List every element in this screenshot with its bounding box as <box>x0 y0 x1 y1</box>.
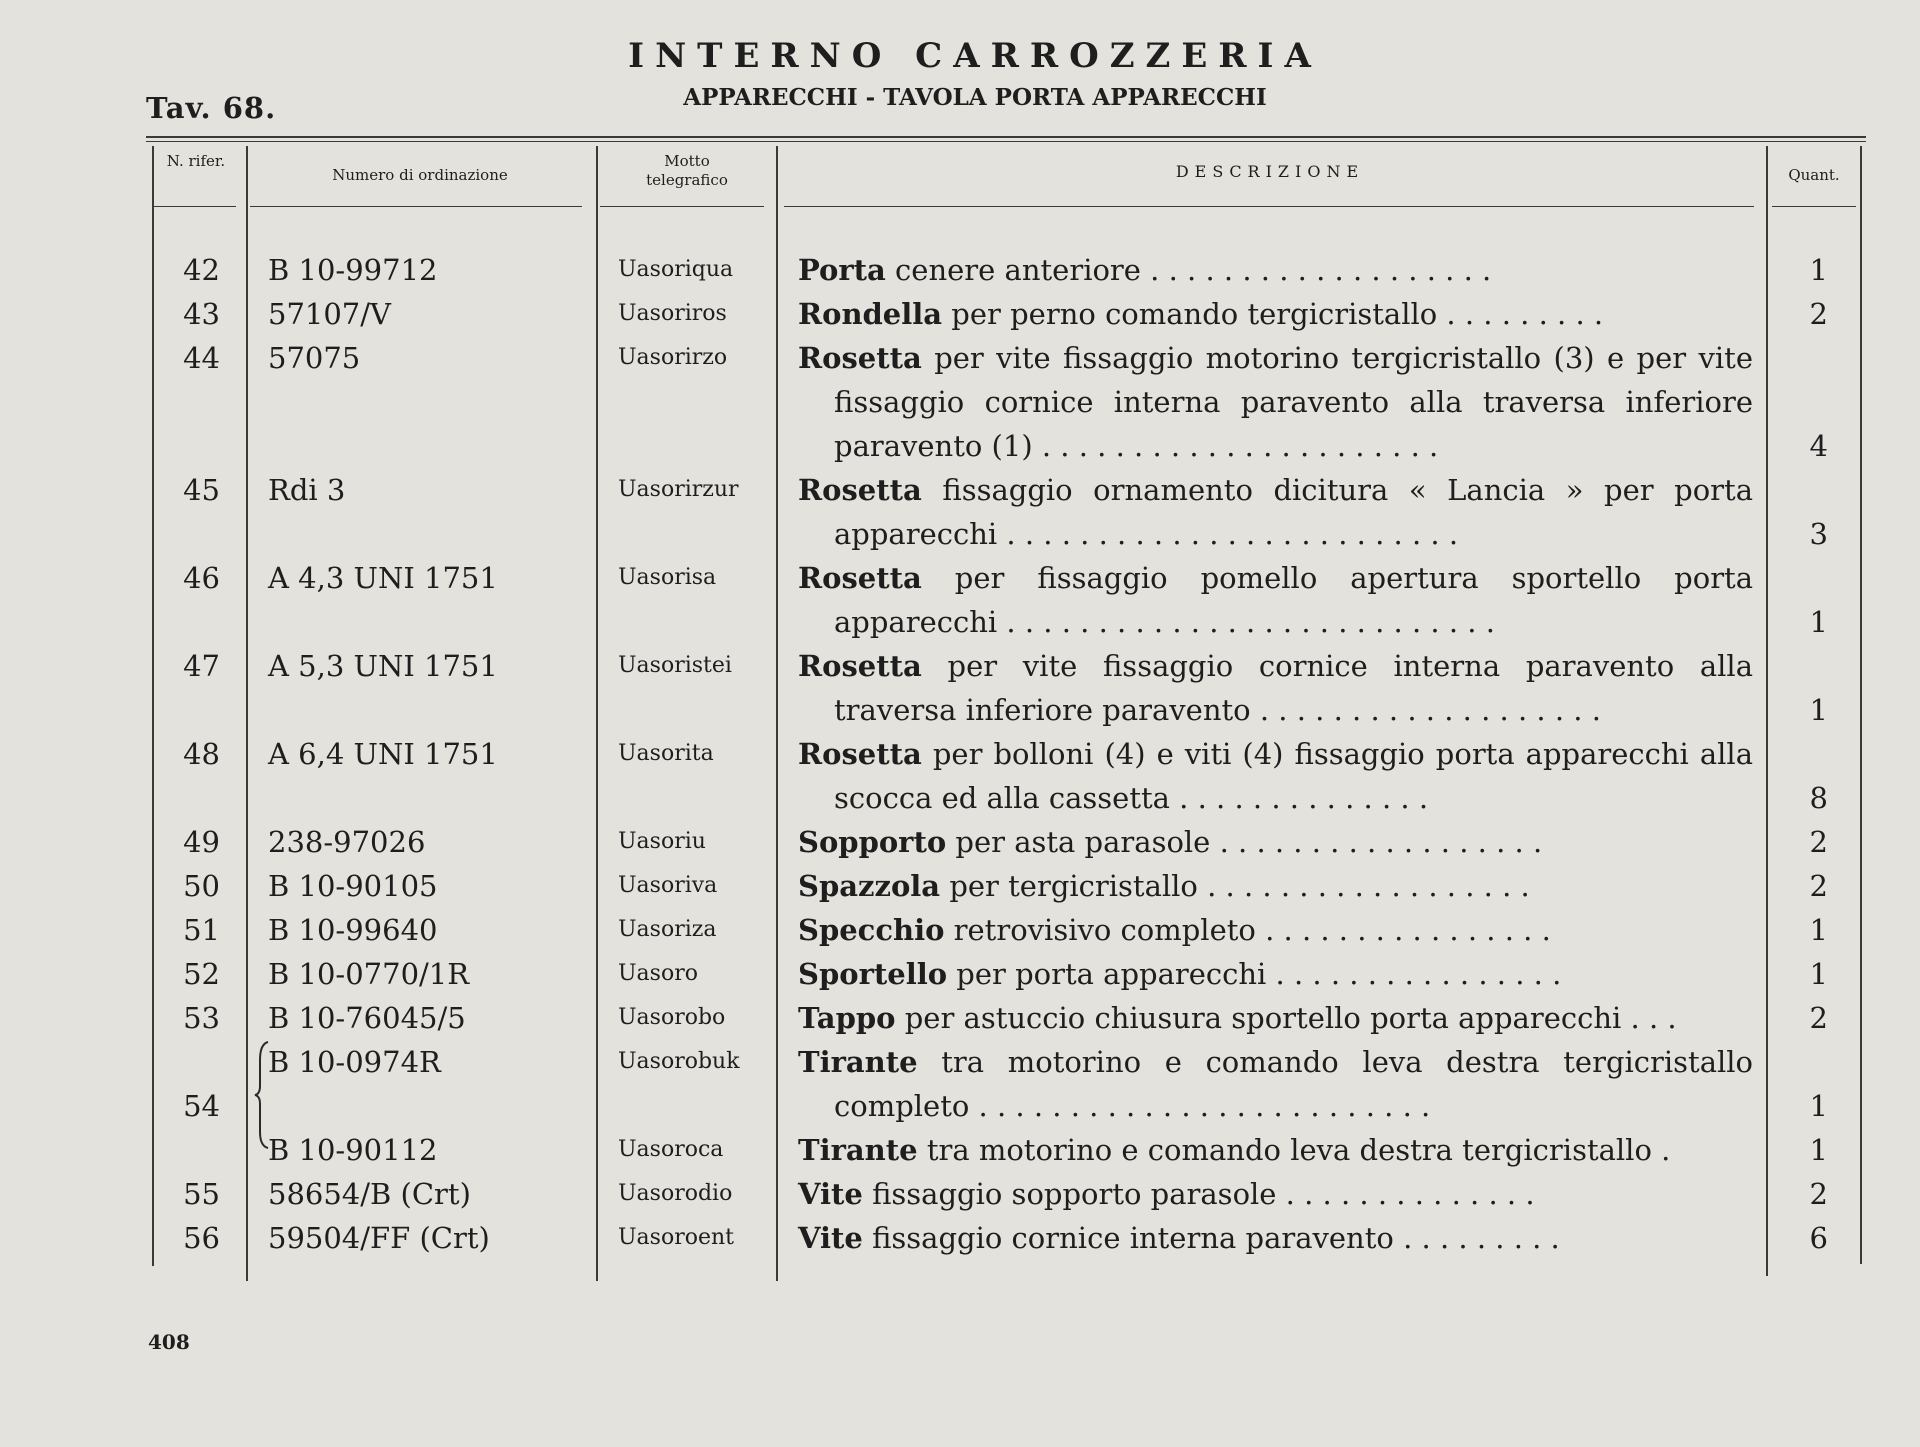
ref-number: 42 <box>183 253 220 287</box>
telegraphic-code: Uasoriza <box>618 917 717 942</box>
quantity: 1 <box>1809 913 1828 947</box>
description <box>798 952 1753 996</box>
table-row <box>0 1128 1920 1172</box>
description <box>798 556 1753 644</box>
part-name: Tirante <box>798 1045 918 1079</box>
order-number: A 6,4 UNI 1751 <box>268 737 498 771</box>
header-underline <box>1772 206 1856 207</box>
part-name: Tappo <box>798 1001 896 1035</box>
order-number: B 10-99640 <box>268 913 438 947</box>
part-name: Rosetta <box>798 737 922 771</box>
ref-number: 48 <box>183 737 220 771</box>
order-number: 57075 <box>268 341 361 375</box>
part-name: Vite <box>798 1177 863 1211</box>
telegraphic-code: Uasoriros <box>618 301 727 326</box>
telegraphic-code: Uasorirzo <box>618 345 728 370</box>
ref-number: 46 <box>183 561 220 595</box>
part-name: Sportello <box>798 957 948 991</box>
telegraphic-code: Uasoroent <box>618 1225 734 1250</box>
part-name: Rondella <box>798 297 943 331</box>
quantity: 1 <box>1809 957 1828 991</box>
order-number: Rdi 3 <box>268 473 346 507</box>
description <box>798 820 1753 864</box>
part-name: Rosetta <box>798 473 922 507</box>
telegraphic-code: Uasorobuk <box>618 1049 740 1074</box>
table-row <box>0 820 1920 864</box>
table-row <box>0 908 1920 952</box>
table-row <box>0 1172 1920 1216</box>
description <box>798 1128 1753 1172</box>
ref-number: 43 <box>183 297 220 331</box>
telegraphic-code: Uasoroca <box>618 1137 724 1162</box>
part-detail: per vite fissaggio cornice interna paravento alla traversa inferiore paravento . . . . . . . . . . . . . . . . . . . <box>834 649 1753 727</box>
table-row <box>0 292 1920 336</box>
part-detail: per tergicristallo . . . . . . . . . . . . . . . . . . <box>940 869 1530 903</box>
part-detail: fissaggio cornice interna paravento . . . . . . . . . <box>862 1221 1560 1255</box>
order-number: 58654/B (Crt) <box>268 1177 471 1211</box>
telegraphic-code: Uasoriqua <box>618 257 734 282</box>
header-underline <box>600 206 764 207</box>
ref-number: 47 <box>183 649 220 683</box>
top-rule-thin <box>146 141 1866 142</box>
part-detail: cenere anteriore . . . . . . . . . . . . . . . . . . . <box>885 253 1492 287</box>
quantity: 1 <box>1809 693 1828 727</box>
part-name: Rosetta <box>798 341 922 375</box>
header-ord: Numero di ordinazione <box>332 166 508 184</box>
header-num: N. rifer. <box>166 152 226 170</box>
part-name: Sopporto <box>798 825 947 859</box>
description <box>798 1172 1753 1216</box>
table-number: Tav. 68. <box>146 91 277 125</box>
part-detail: fissaggio ornamento dicitura « Lancia » per porta apparecchi . . . . . . . . . . . . . . . . . . . . . . . . . <box>834 473 1753 551</box>
page-subtitle: APPARECCHI - TAVOLA PORTA APPARECCHI <box>683 84 1267 111</box>
description <box>798 292 1753 336</box>
order-number <box>268 1040 588 1084</box>
order-number: 59504/FF (Crt) <box>268 1221 490 1255</box>
header-desc: DESCRIZIONE <box>1175 162 1365 181</box>
part-name: Porta <box>798 253 886 287</box>
quantity: 2 <box>1809 1177 1828 1211</box>
page-title: INTERNO CARROZZERIA <box>628 36 1322 76</box>
quantity: 1 <box>1809 253 1828 287</box>
telegraphic-code: Uasoristei <box>618 653 732 678</box>
telegraphic-code: Uasoriva <box>618 873 718 898</box>
table-row <box>0 248 1920 292</box>
ref-number: 44 <box>183 341 220 375</box>
description <box>798 1216 1753 1260</box>
description <box>798 336 1753 468</box>
part-detail: tra motorino e comando leva destra tergicristallo completo . . . . . . . . . . . . . . . . . . . . . . . . . <box>834 1045 1753 1123</box>
grouping-brace <box>254 1040 270 1150</box>
part-detail: per fissaggio pomello apertura sportello porta apparecchi . . . . . . . . . . . . . . . . . . . . . . . . . . . <box>834 561 1753 639</box>
header-underline <box>784 206 1754 207</box>
ref-number: 51 <box>183 913 220 947</box>
table-row <box>0 1216 1920 1260</box>
header-motto: Motto telegrafico <box>646 152 728 189</box>
header-underline <box>154 206 236 207</box>
part-name: Rosetta <box>798 649 922 683</box>
quantity: 1 <box>1809 1089 1828 1123</box>
table-row <box>0 468 1920 556</box>
ref-number: 55 <box>183 1177 220 1211</box>
telegraphic-code: Uasorodio <box>618 1181 733 1206</box>
quantity: 4 <box>1809 429 1828 463</box>
quantity: 2 <box>1809 825 1828 859</box>
parts-table <box>0 248 1920 1260</box>
part-detail: per vite fissaggio motorino tergicristallo (3) e per vite fissaggio cornice interna paravento alla traversa inferiore paravento (1) . . . . . . . . . . . . . . . . . . . . . . <box>834 341 1753 463</box>
quantity: 2 <box>1809 1001 1828 1035</box>
ref-number: 49 <box>183 825 220 859</box>
part-detail: per bolloni (4) e viti (4) fissaggio porta apparecchi alla scocca ed alla cassetta . . . . . . . . . . . . . . <box>834 737 1753 815</box>
quantity: 6 <box>1809 1221 1828 1255</box>
part-name: Specchio <box>798 913 945 947</box>
description <box>798 996 1753 1040</box>
description <box>798 644 1753 732</box>
part-detail: per perno comando tergicristallo . . . . . . . . . <box>942 297 1604 331</box>
telegraphic-code: Uasoro <box>618 961 698 986</box>
table-row <box>0 952 1920 996</box>
telegraphic-code: Uasorobo <box>618 1005 726 1030</box>
order-number: 57107/V <box>268 297 391 331</box>
table-row <box>0 1040 1920 1128</box>
description <box>798 248 1753 292</box>
order-number: B 10-76045/5 <box>268 1001 466 1035</box>
table-row <box>0 732 1920 820</box>
part-detail: per asta parasole . . . . . . . . . . . . . . . . . . <box>946 825 1543 859</box>
quantity: 8 <box>1809 781 1828 815</box>
order-number: B 10-90105 <box>268 869 438 903</box>
description <box>798 908 1753 952</box>
quantity: 1 <box>1809 1133 1828 1167</box>
telegraphic-code: Uasoriu <box>618 829 706 854</box>
order-number: B 10-0770/1R <box>268 957 470 991</box>
telegraphic-code: Uasorirzur <box>618 477 739 502</box>
quantity: 2 <box>1809 297 1828 331</box>
part-name: Rosetta <box>798 561 922 595</box>
table-row <box>0 336 1920 468</box>
ref-number: 45 <box>183 473 220 507</box>
part-detail: per porta apparecchi . . . . . . . . . . . . . . . . <box>947 957 1562 991</box>
description <box>798 1040 1753 1128</box>
table-row <box>0 996 1920 1040</box>
order-number: B 10-90112 <box>268 1133 438 1167</box>
telegraphic-code: Uasorisa <box>618 565 717 590</box>
order-number-value: B 10-0974R <box>268 1045 441 1079</box>
part-detail: per astuccio chiusura sportello porta apparecchi . . . <box>895 1001 1677 1035</box>
quantity: 2 <box>1809 869 1828 903</box>
table-row <box>0 864 1920 908</box>
top-rule <box>146 136 1866 138</box>
order-number: A 5,3 UNI 1751 <box>268 649 498 683</box>
order-number: 238-97026 <box>268 825 426 859</box>
ref-number: 50 <box>183 869 220 903</box>
page-number: 408 <box>148 1330 190 1354</box>
part-detail: retrovisivo completo . . . . . . . . . . . . . . . . <box>944 913 1551 947</box>
header-underline <box>250 206 582 207</box>
part-name: Spazzola <box>798 869 941 903</box>
header-qty: Quant. <box>1788 166 1840 184</box>
description <box>798 732 1753 820</box>
ref-number: 52 <box>183 957 220 991</box>
table-row <box>0 644 1920 732</box>
order-number: B 10-99712 <box>268 253 438 287</box>
table-row <box>0 556 1920 644</box>
ref-number: 54 <box>183 1089 220 1123</box>
quantity: 1 <box>1809 605 1828 639</box>
part-detail: tra motorino e comando leva destra tergicristallo . <box>917 1133 1671 1167</box>
description <box>798 864 1753 908</box>
part-name: Vite <box>798 1221 863 1255</box>
part-detail: fissaggio sopporto parasole . . . . . . . . . . . . . . <box>862 1177 1535 1211</box>
part-name: Tirante <box>798 1133 918 1167</box>
order-number: A 4,3 UNI 1751 <box>268 561 498 595</box>
quantity: 3 <box>1809 517 1828 551</box>
ref-number: 53 <box>183 1001 220 1035</box>
ref-number: 56 <box>183 1221 220 1255</box>
description <box>798 468 1753 556</box>
telegraphic-code: Uasorita <box>618 741 714 766</box>
